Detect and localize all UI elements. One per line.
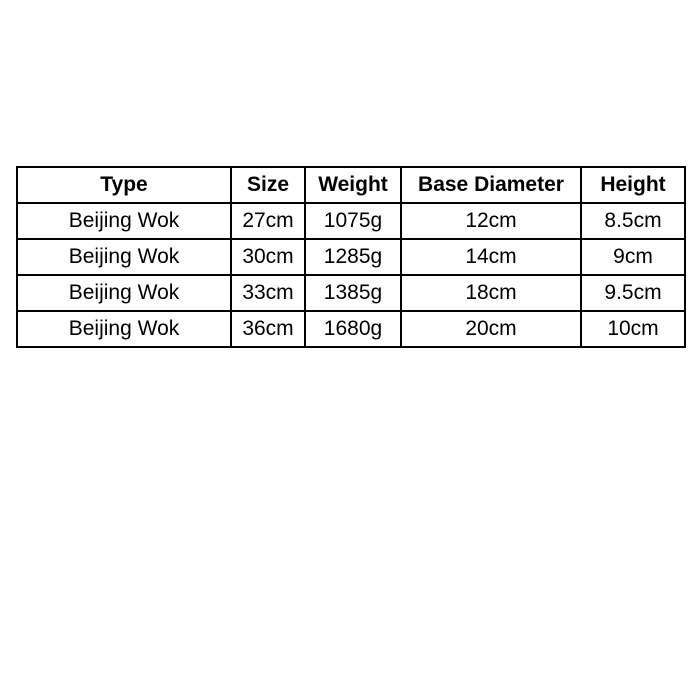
- column-header-height: Height: [581, 167, 685, 203]
- cell-weight: 1385g: [305, 275, 401, 311]
- table-body: [17, 203, 685, 347]
- table-header-row: [17, 167, 685, 203]
- cell-height: 9cm: [581, 239, 685, 275]
- spec-table-container: [16, 166, 684, 348]
- cell-weight: 1285g: [305, 239, 401, 275]
- column-header-type: Type: [17, 167, 231, 203]
- cell-height: 10cm: [581, 311, 685, 347]
- cell-size: 27cm: [231, 203, 305, 239]
- cell-size: 30cm: [231, 239, 305, 275]
- table-row: [17, 239, 685, 275]
- table-row: [17, 203, 685, 239]
- column-header-size: Size: [231, 167, 305, 203]
- column-header-weight: Weight: [305, 167, 401, 203]
- cell-type: Beijing Wok: [17, 311, 231, 347]
- cell-weight: 1075g: [305, 203, 401, 239]
- cell-base-diameter: 14cm: [401, 239, 581, 275]
- cell-type: Beijing Wok: [17, 275, 231, 311]
- table-header: [17, 167, 685, 203]
- table-row: [17, 311, 685, 347]
- cell-type: Beijing Wok: [17, 203, 231, 239]
- cell-base-diameter: 20cm: [401, 311, 581, 347]
- cell-weight: 1680g: [305, 311, 401, 347]
- cell-size: 33cm: [231, 275, 305, 311]
- table-row: [17, 275, 685, 311]
- cell-size: 36cm: [231, 311, 305, 347]
- cell-type: Beijing Wok: [17, 239, 231, 275]
- cell-height: 8.5cm: [581, 203, 685, 239]
- column-header-base-diameter: Base Diameter: [401, 167, 581, 203]
- cell-height: 9.5cm: [581, 275, 685, 311]
- cell-base-diameter: 12cm: [401, 203, 581, 239]
- specification-table: [16, 166, 686, 348]
- cell-base-diameter: 18cm: [401, 275, 581, 311]
